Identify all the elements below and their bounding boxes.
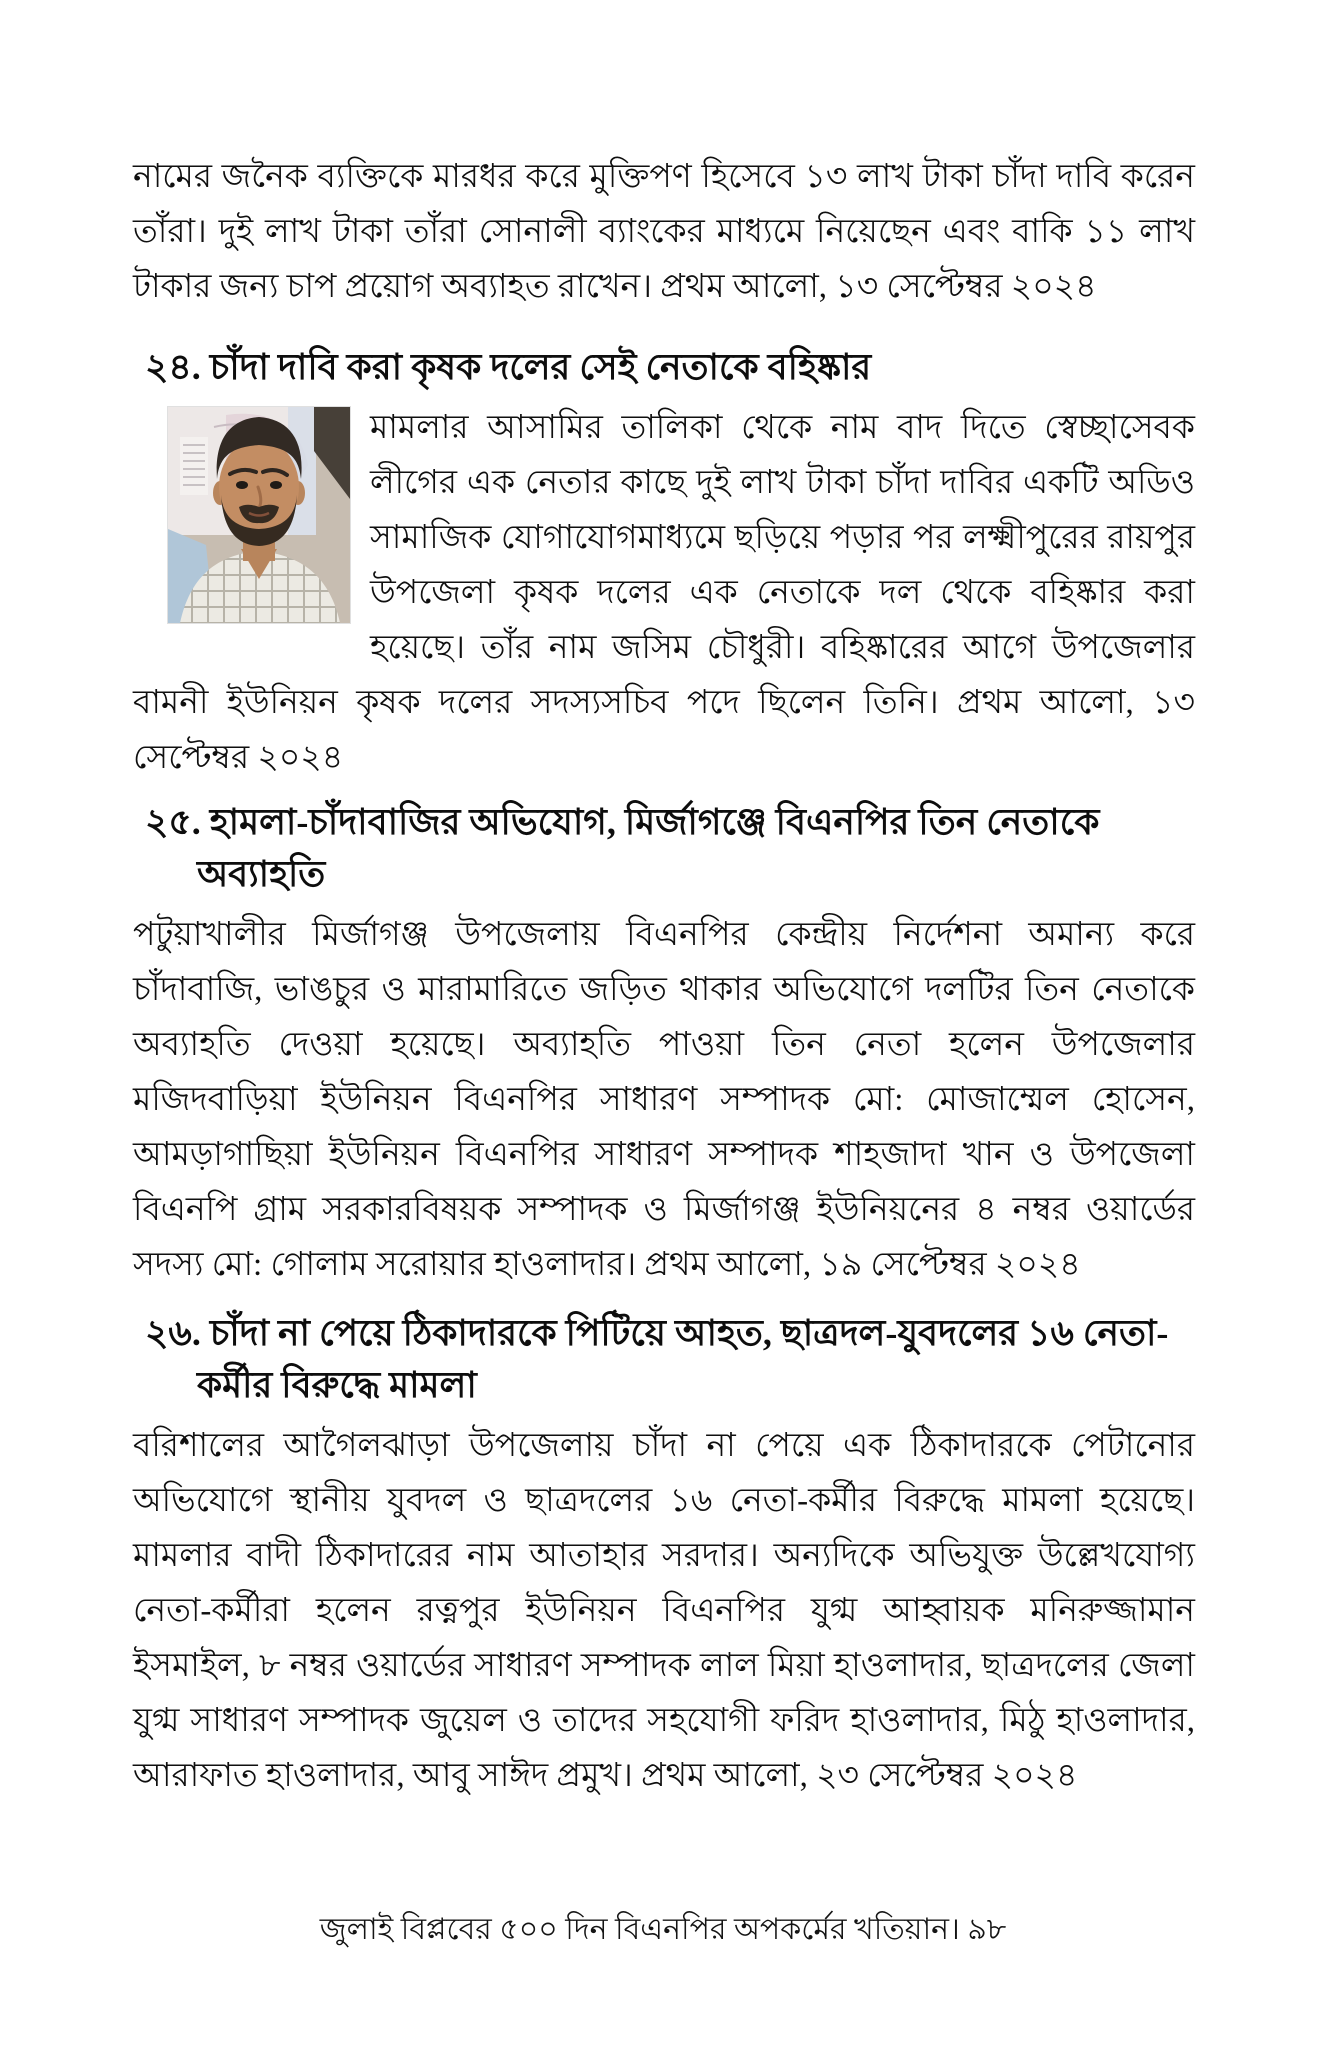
man-portrait-photo xyxy=(168,407,350,623)
item-26-body xyxy=(133,1419,1195,1804)
page-footer xyxy=(0,1908,1326,1952)
item-26-text: বরিশালের আগৈলঝাড়া উপজেলায় চাঁদা না পেয়ে এক ঠিকাদারকে পেটানোর অভিযোগে স্থানীয় যুবদল ও ছাত্রদলের ১৬ নেতা-কর্মীর বিরুদ্ধে মামলা হয়েছে।মামলার বাদী ঠিকাদারের নাম আতাহার সরদার। অন্যদিকে অভিযুক্ত উল্লেখযোগ্য নেতা-কর্মীরা হলেন রত্নপুর ইউনিয়ন বিএনপির যুগ্ম আহ্বায়ক মনিরুজ্জামান ইসমাইল, ৮ নম্বর ওয়ার্ডের সাধারণ সম্পাদক লাল মিয়া হাওলাদার, ছাত্রদলের জেলা যুগ্ম সাধারণ সম্পাদক জুয়েল ও তাদের সহযোগী ফরিদ হাওলাদার, মিঠু হাওলাদার, আরাফাত হাওলাদার, আবু সাঈদ প্রমুখ। প্রথম আলো, ২৩ সেপ্টেম্বর ২০২৪ xyxy=(133,1428,1195,1794)
item-25-heading: ২৫. হামলা-চাঁদাবাজির অভিযোগ, মির্জাগঞ্জে বিএনপির তিন নেতাকে অব্যাহতি xyxy=(145,802,1100,894)
news-item-24 xyxy=(133,341,1195,786)
item-26-heading: ২৬. চাঁদা না পেয়ে ঠিকাদারকে পিটিয়ে আহত, ছাত্রদল-যুবদলের ১৬ নেতা-কর্মীর বিরুদ্ধে মামলা xyxy=(145,1313,1169,1405)
page-content xyxy=(133,0,1195,1804)
item-25-text: পটুয়াখালীর মির্জাগঞ্জ উপজেলায় বিএনপির কেন্দ্রীয় নির্দেশনা অমান্য করে চাঁদাবাজি, ভাঙচুর ও মারামারিতে জড়িত থাকার অভিযোগে দলটির তিন নেতাকে অব্যাহতি দেওয়া হয়েছে। অব্যাহতি পাওয়া তিন নেতা হলেন উপজেলার মজিদবাড়িয়া ইউনিয়ন বিএনপির সাধারণ সম্পাদক মো: মোজাম্মেল হোসেন, আমড়াগাছিয়া ইউনিয়ন বিএনপির সাধারণ সম্পাদক শাহজাদা খান ও উপজেলা বিএনপি গ্রাম সরকারবিষয়ক সম্পাদক ও মির্জাগঞ্জ ইউনিয়নের ৪ নম্বর ওয়ার্ডের সদস্য মো: গোলাম সরোয়ার হাওলাদার। প্রথম আলো, ১৯ সেপ্টেম্বর ২০২৪ xyxy=(133,917,1195,1283)
item-24-body xyxy=(133,401,1195,786)
footer-book-title: জুলাই বিপ্লবের ৫০০ দিন বিএনপির অপকর্মের খতিয়ান xyxy=(319,1913,950,1946)
intro-paragraph: নামের জনৈক ব্যক্তিকে মারধর করে মুক্তিপণ হিসেবে ১৩ লাখ টাকা চাঁদা দাবি করেন তাঁরা। দুই লাখ টাকা তাঁরা সোনালী ব্যাংকের মাধ্যমে নিয়েছেন এবং বাকি ১১ লাখ টাকার জন্য চাপ প্রয়োগ অব্যাহত রাখেন। প্রথম আলো, ১৩ সেপ্টেম্বর ২০২৪ xyxy=(133,159,1195,305)
news-item-25 xyxy=(133,796,1195,1293)
item-24-heading: ২৪. চাঁদা দাবি করা কৃষক দলের সেই নেতাকে বহিষ্কার xyxy=(145,347,872,387)
item-24-text: মামলার আসামির তালিকা থেকে নাম বাদ দিতে স্বেচ্ছাসেবক লীগের এক নেতার কাছে দুই লাখ টাকা চাঁদা দাবির একটি অডিও সামাজিক যোগাযোগমাধ্যমে ছড়িয়ে পড়ার পর লক্ষ্মীপুরের রায়পুর উপজেলা কৃষক দলের এক নেতাকে দল থেকে বহিষ্কার করা হয়েছে। তাঁর নাম জসিম চৌধুরী। বহিষ্কারের আগে উপজেলার বামনী ইউনিয়ন কৃষক দলের সদস্যসচিব পদে ছিলেন তিনি। প্রথম আলো, ১৩ সেপ্টেম্বর ২০২৪ xyxy=(133,410,1195,776)
footer-separator: । xyxy=(949,1913,968,1946)
footer-page-number: ৯৮ xyxy=(967,1913,1007,1946)
news-item-26 xyxy=(133,1307,1195,1804)
item-25-body xyxy=(133,908,1195,1293)
